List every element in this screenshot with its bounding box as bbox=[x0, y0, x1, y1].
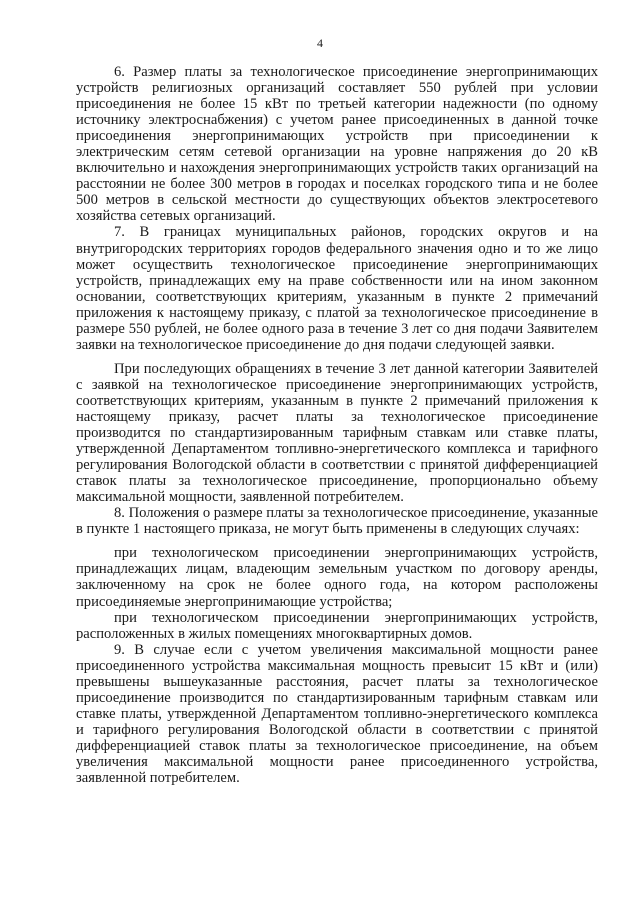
paragraph-item-9: 9. В случае если с учетом увеличения максимальной мощности ранее присоединенного устройства максимальная мощность превысит 15 кВт и (или) превышены вышеуказанные расстояния, расчет платы за технологическое присоединение производится по стандартизированным тарифным ставкам или ставке платы, утвержденной Департаментом топливно-энергетического комплекса и тарифного регулирования Вологодской области в соответствии с принятой дифференциацией ставок платы за технологическое присоединение, на объем увеличения максимальной мощности ранее присоединенного устройства, заявленной потребителем. bbox=[76, 641, 598, 787]
paragraph-item-8: 8. Положения о размере платы за технологическое присоединение, указанные в пункте 1 настоящего приказа, не могут быть применены в следующих случаях: bbox=[76, 505, 598, 538]
paragraph-case-apartment: при технологическом присоединении энергопринимающих устройств, расположенных в жилых помещениях многоквартирных домов. bbox=[76, 609, 598, 642]
paragraph-subsequent-requests: При последующих обращениях в течение 3 лет данной категории Заявителей с заявкой на технологическое присоединение энергопринимающих устройств, соответствующих критериям, указанным в пункте 2 примечаний приложения к настоящему приказу, расчет платы за технологическое присоединение производится по стандартизированным тарифным ставкам или ставке платы, утвержденной Департаментом топливно-энергетического комплекса и тарифного регулирования Вологодской области в соответствии с принятой дифференциацией ставок платы за технологическое присоединение, пропорционально объему максимальной мощности, заявленной потребителем. bbox=[76, 360, 598, 506]
document-body bbox=[76, 64, 598, 786]
paragraph-item-7: 7. В границах муниципальных районов, городских округов и на внутригородских территориях городов федерального значения одно и то же лицо может осуществить технологическое присоединение энергопринимающих устройств, принадлежащих ему на праве собственности или на ином законном основании, соответствующих критериям, указанным в пункте 2 примечаний приложения к настоящему приказу, с платой за технологическое присоединение в размере 550 рублей, не более одного раза в течение 3 лет со дня подачи Заявителем заявки на технологическое присоединение до дня подачи следующей заявки. bbox=[76, 224, 598, 353]
paragraph-item-6: 6. Размер платы за технологическое присоединение энергопринимающих устройств религиозных организаций составляет 550 рублей при условии присоединения не более 15 кВт по третьей категории надежности (по одному источнику электроснабжения) с учетом ранее присоединенных в данной точке присоединения энергопринимающих устройств при присоединении к электрическим сетям сетевой организации на уровне напряжения до 20 кВ включительно и нахождения энергопринимающих устройств таких организаций на расстоянии не более 300 метров в городах и поселках городского типа и не более 500 метров в сельской местности до существующих объектов электросетевого хозяйства сетевых организаций. bbox=[76, 64, 598, 225]
page-number: 4 bbox=[317, 36, 323, 50]
paragraph-case-lease: при технологическом присоединении энергопринимающих устройств, принадлежащих лицам, владеющим земельным участком по договору аренды, заключенному на срок не более одного года, на котором расположены присоединяемые энергопринимающие устройства; bbox=[76, 545, 598, 610]
